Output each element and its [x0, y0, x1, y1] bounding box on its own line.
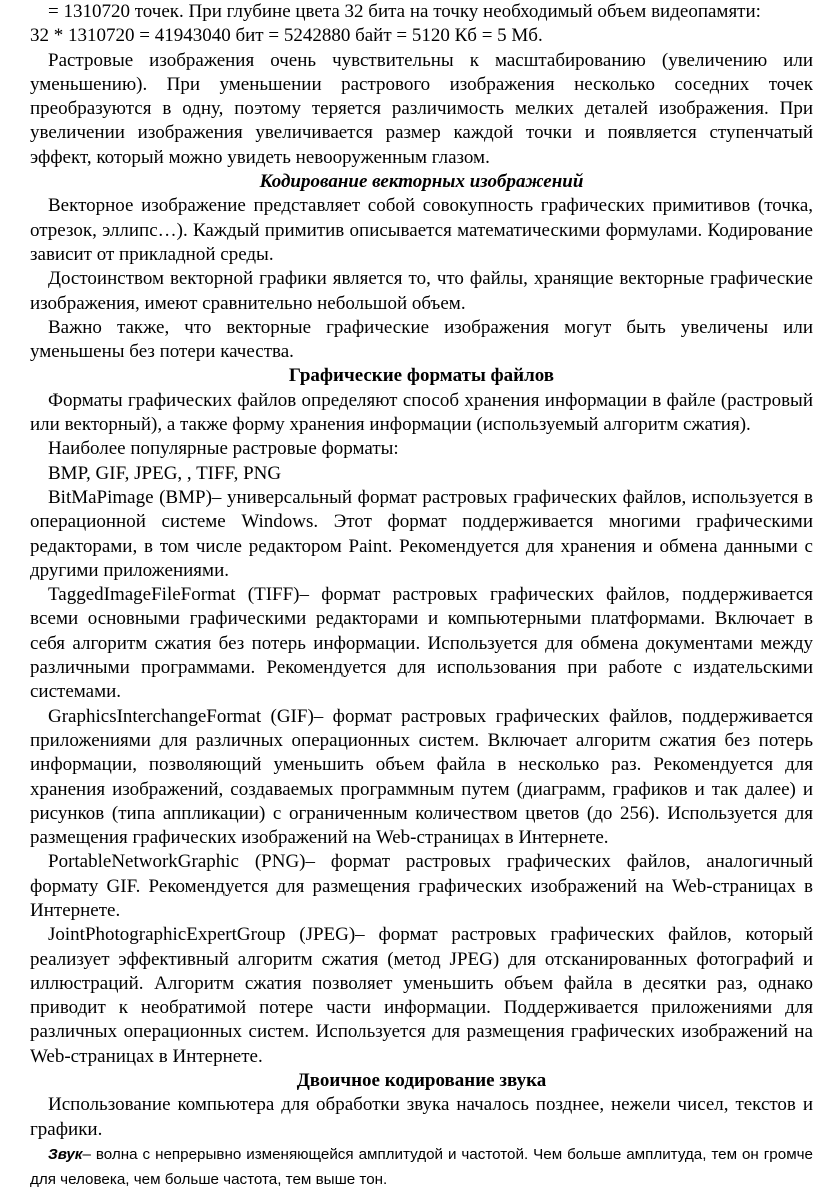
- vector-paragraph-1: Векторное изображение представляет собой совокупность графических примитивов (точка, отрезок, эллипс…). Каждый примитив описывается математическими формулами. Кодирование зависит от прикладной среды.: [30, 195, 813, 265]
- formats-list: BMP, GIF, JPEG, , TIFF, PNG: [48, 462, 282, 484]
- vector-paragraph-2: Достоинством векторной графики является то, что файлы, хранящие векторные графические изображения, имеют сравнительно небольшой объем.: [30, 268, 813, 314]
- sound-paragraph-1: Использование компьютера для обработки звука началось позднее, нежели чисел, текстов и графики.: [30, 1094, 813, 1140]
- sound-definition-text: – волна с непрерывно изменяющейся амплитудой и частотой. Чем больше амплитуда, тем он громче для человека, чем больше частота, тем выше тон.: [30, 1145, 813, 1188]
- png-paragraph: PortableNetworkGraphic (PNG)– формат растровых графических файлов, аналогичный формату GIF. Рекомендуется для размещения графических изображений на Web-страницах в Интернете.: [30, 851, 813, 921]
- sound-heading: Двоичное кодирование звука: [296, 1070, 547, 1092]
- sound-term: Звук: [48, 1145, 83, 1163]
- jpeg-paragraph: JointPhotographicExpertGroup (JPEG)– формат растровых графических файлов, который реализует эффективный алгоритм сжатия (метод JPEG) для отсканированных фотографий и иллюстраций. Алгоритм сжатия позволяет уменьшить объем файла в десятки раз, однако приводит к необратимой потере части информации. Поддерживается приложениями для различных операционных систем. Используется для размещения графических изображений на Web-страницах в Интернете.: [30, 924, 813, 1067]
- raster-scaling-paragraph: Растровые изображения очень чувствительны к масштабированию (увеличению или уменьшению). При уменьшении растрового изображения несколько соседних точек преобразуются в одну, поэтому теряется различимость мелких деталей изображения. При увеличении изображения увеличивается размер каждой точки и появляется ступенчатый эффект, который можно увидеть невооруженным глазом.: [30, 49, 813, 168]
- formats-paragraph-2: Наиболее популярные растровые форматы:: [48, 438, 399, 460]
- sound-definition: [30, 1142, 813, 1192]
- bmp-paragraph: BitMaPimage (BMP)– универсальный формат растровых графических файлов, используется в операционной системе Windows. Этот формат поддерживается многими графическими редакторами, в том числе редактором Paint. Рекомендуется для хранения и обмена данными с другими приложениями.: [30, 486, 813, 581]
- formats-heading: Графические форматы файлов: [288, 365, 555, 387]
- vector-paragraph-3: Важно также, что векторные графические изображения могут быть увеличены или уменьшены без потери качества.: [30, 316, 813, 363]
- intro-line-2: 32 * 1310720 = 41943040 бит = 5242880 байт = 5120 Кб = 5 Мб.: [30, 25, 543, 47]
- intro-line-1: = 1310720 точек. При глубине цвета 32 бита на точку необходимый объем видеопамяти:: [48, 1, 761, 22]
- formats-paragraph-1: Форматы графических файлов определяют способ хранения информации в файле (растровый или векторный), а также форму хранения информации (используемый алгоритм сжатия).: [30, 389, 813, 436]
- gif-paragraph: GraphicsInterchangeFormat (GIF)– формат растровых графических файлов, поддерживается приложениями для различных операционных систем. Включает алгоритм сжатия без потерь информации, позволяющий уменьшить объем файла в несколько раз. Рекомендуется для хранения изображений, создаваемых программным путем (диаграмм, графиков и так далее) и рисунков (типа аппликации) с ограниченным количеством цветов (до 256). Используется для размещения графических изображений на Web-страницах в Интернете.: [30, 705, 813, 849]
- vector-heading: Кодирование векторных изображений: [259, 171, 584, 193]
- tiff-paragraph: TaggedImageFileFormat (TIFF)– формат растровых графических файлов, поддерживается всеми основными графическими редакторами и компьютерными платформами. Включает в себя алгоритм сжатия без потерь информации. Используется для обмена документами между различными программами. Рекомендуется для использования при работе с издательскими системами.: [30, 584, 813, 703]
